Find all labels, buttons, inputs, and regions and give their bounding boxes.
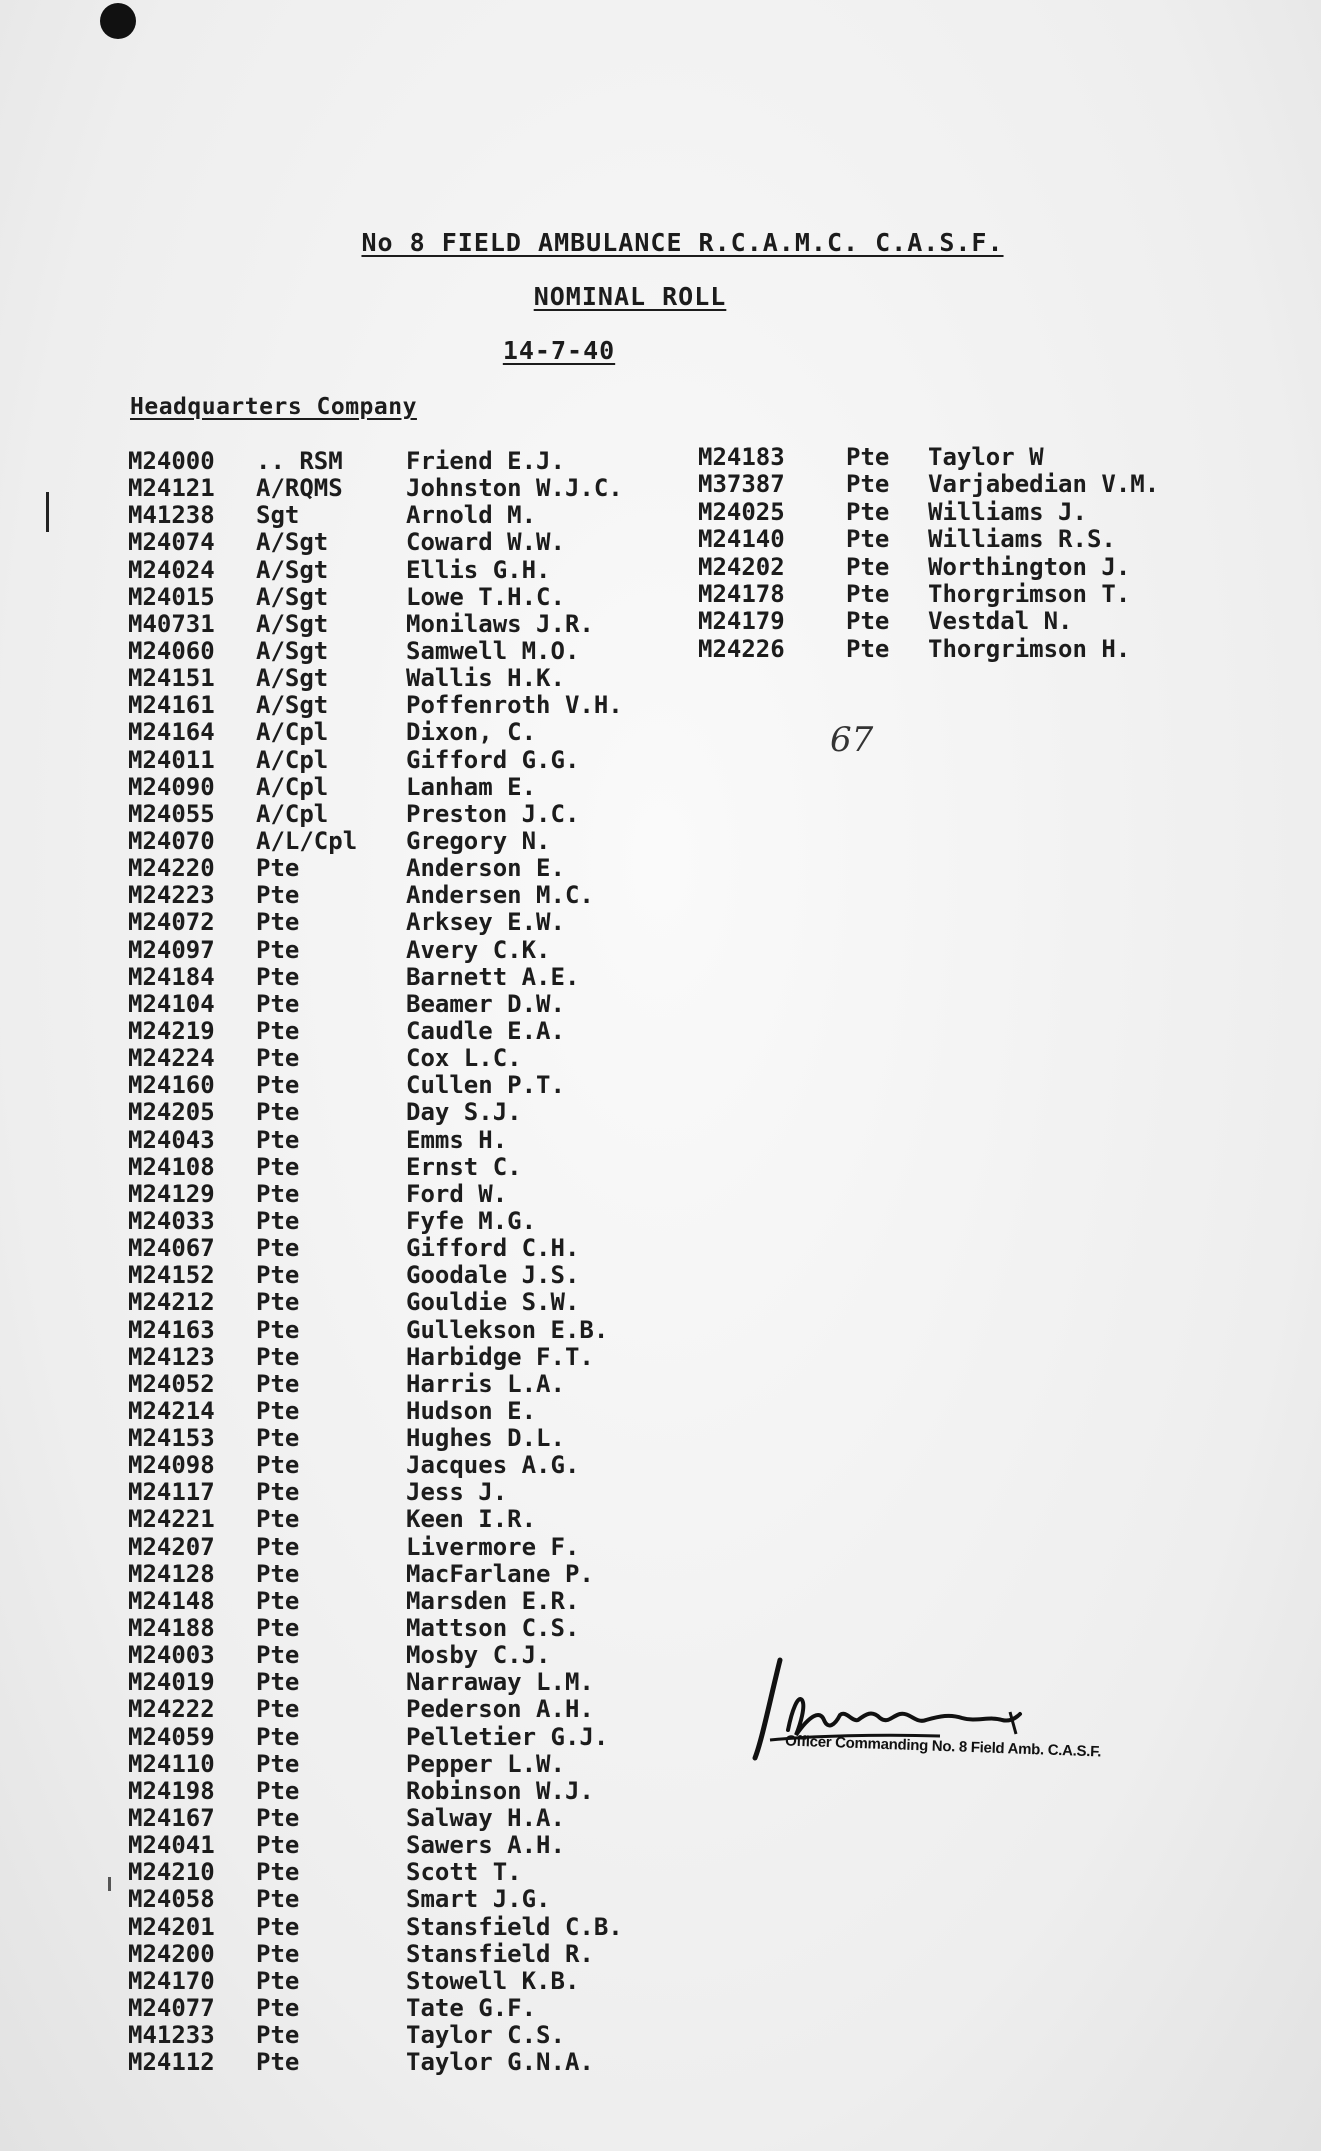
rank: Pte [256, 2021, 300, 2050]
service-number: M24019 [128, 1668, 215, 1697]
soldier-name: Beamer D.W. [406, 989, 565, 1018]
rank: Pte [256, 1939, 300, 1968]
rank: Pte [256, 1315, 300, 1344]
rank: Pte [256, 854, 300, 883]
service-number: M24060 [128, 636, 215, 665]
unit-title: No 8 FIELD AMBULANCE R.C.A.M.C. C.A.S.F. [361, 228, 1004, 257]
soldier-name: Tate G.F. [406, 1994, 537, 2023]
punch-hole [100, 3, 136, 39]
rank: Pte [256, 1559, 300, 1588]
soldier-name: Pederson A.H. [406, 1695, 594, 1724]
rank: Pte [256, 989, 300, 1018]
rank: Pte [256, 1831, 300, 1860]
rank: Pte [256, 1234, 300, 1263]
soldier-name: Day S.J. [406, 1098, 522, 1127]
service-number: M24123 [128, 1342, 215, 1371]
service-number: M24226 [698, 634, 785, 663]
rank: Pte [256, 1912, 300, 1941]
rank: Pte [256, 1776, 300, 1805]
soldier-name: Goodale J.S. [406, 1261, 580, 1290]
service-number: M24212 [128, 1288, 215, 1317]
service-number: M24201 [128, 1912, 215, 1941]
service-number: M24128 [128, 1559, 215, 1588]
soldier-name: Stowell K.B. [406, 1966, 580, 1995]
service-number: M24067 [128, 1234, 215, 1263]
service-number: M24161 [128, 691, 215, 720]
rank: A/Cpl [256, 772, 329, 801]
soldier-name: Wallis H.K. [406, 664, 565, 693]
soldier-name: Andersen M.C. [406, 881, 594, 910]
soldier-name: Keen I.R. [406, 1505, 537, 1534]
service-number: M24104 [128, 989, 215, 1018]
rank: Pte [846, 634, 890, 663]
service-number: M24205 [128, 1098, 215, 1127]
service-number: M24070 [128, 826, 215, 855]
rank: A/Cpl [256, 718, 329, 747]
soldier-name: Pelletier G.J. [406, 1722, 609, 1751]
soldier-name: Stansfield C.B. [406, 1912, 623, 1941]
service-number: M24033 [128, 1206, 215, 1235]
service-number: M24011 [128, 745, 215, 774]
soldier-name: Harbidge F.T. [406, 1342, 594, 1371]
soldier-name: MacFarlane P. [406, 1559, 594, 1588]
service-number: M24112 [128, 2048, 215, 2077]
soldier-name: Poffenroth V.H. [406, 691, 623, 720]
soldier-name: Thorgrimson T. [928, 579, 1131, 608]
service-number: M41233 [128, 2021, 215, 2050]
rank: A/Cpl [256, 745, 329, 774]
service-number: M24043 [128, 1125, 215, 1154]
service-number: M24077 [128, 1994, 215, 2023]
soldier-name: Harris L.A. [406, 1369, 565, 1398]
rank: Pte [256, 1179, 300, 1208]
service-number: M24074 [128, 528, 215, 557]
rank: Pte [256, 1532, 300, 1561]
rank: Pte [256, 1994, 300, 2023]
rank: A/Cpl [256, 799, 329, 828]
soldier-name: Anderson E. [406, 854, 565, 883]
service-number: M24214 [128, 1396, 215, 1425]
rank: Pte [256, 1152, 300, 1181]
service-number: M24223 [128, 881, 215, 910]
service-number: M24110 [128, 1749, 215, 1778]
soldier-name: Jacques A.G. [406, 1451, 580, 1480]
rank: Pte [846, 525, 890, 554]
rank: Pte [256, 881, 300, 910]
rank: Pte [256, 1125, 300, 1154]
soldier-name: Robinson W.J. [406, 1776, 594, 1805]
soldier-name: Mosby C.J. [406, 1641, 551, 1670]
soldier-name: Taylor G.N.A. [406, 2048, 594, 2077]
rank: A/L/Cpl [256, 826, 358, 855]
soldier-name: Lanham E. [406, 772, 537, 801]
soldier-name: Gifford G.G. [406, 745, 580, 774]
soldier-name: Caudle E.A. [406, 1016, 565, 1045]
margin-mark [108, 1877, 111, 1891]
rank: Pte [256, 908, 300, 937]
soldier-name: Arksey E.W. [406, 908, 565, 937]
service-number: M24219 [128, 1016, 215, 1045]
service-number: M24000 [128, 447, 215, 475]
rank: Pte [256, 1885, 300, 1914]
rank: Sgt [256, 501, 300, 530]
soldier-name: Sawers A.H. [406, 1831, 565, 1860]
rank: Pte [256, 1722, 300, 1751]
soldier-name: Stansfield R. [406, 1939, 594, 1968]
rank: Pte [846, 607, 890, 636]
soldier-name: Williams J. [928, 497, 1087, 526]
service-number: M37387 [698, 470, 785, 499]
service-number: M24117 [128, 1478, 215, 1507]
page-number-annotation: 67 [830, 720, 874, 760]
rank: Pte [256, 2048, 300, 2077]
service-number: M24058 [128, 1885, 215, 1914]
soldier-name: Fyfe M.G. [406, 1206, 537, 1235]
rank: Pte [256, 962, 300, 991]
rank: A/Sgt [256, 636, 329, 665]
soldier-name: Monilaws J.R. [406, 609, 594, 638]
rank: Pte [256, 1749, 300, 1778]
soldier-name: Gifford C.H. [406, 1234, 580, 1263]
service-number: M24179 [698, 607, 785, 636]
soldier-name: Taylor W [928, 443, 1044, 471]
soldier-name: Avery C.K. [406, 935, 551, 964]
soldier-name: Gouldie S.W. [406, 1288, 580, 1317]
rank: A/Sgt [256, 691, 329, 720]
soldier-name: Taylor C.S. [406, 2021, 565, 2050]
service-number: M24098 [128, 1451, 215, 1480]
soldier-name: Jess J. [406, 1478, 508, 1507]
soldier-name: Ford W. [406, 1179, 508, 1208]
rank: Pte [256, 935, 300, 964]
rank: Pte [256, 1695, 300, 1724]
soldier-name: Scott T. [406, 1858, 522, 1887]
rank: Pte [256, 1641, 300, 1670]
soldier-name: Varjabedian V.M. [928, 470, 1160, 499]
rank: Pte [256, 1668, 300, 1697]
service-number: M24003 [128, 1641, 215, 1670]
soldier-name: Thorgrimson H. [928, 634, 1131, 663]
rank: Pte [256, 1098, 300, 1127]
service-number: M24207 [128, 1532, 215, 1561]
service-number: M24167 [128, 1804, 215, 1833]
soldier-name: Ellis G.H. [406, 555, 551, 584]
margin-mark [46, 492, 49, 532]
service-number: M24184 [128, 962, 215, 991]
soldier-name: Gregory N. [406, 826, 551, 855]
service-number: M41238 [128, 501, 215, 530]
service-number: M24164 [128, 718, 215, 747]
soldier-name: Salway H.A. [406, 1804, 565, 1833]
rank: Pte [256, 1424, 300, 1453]
soldier-name: Worthington J. [928, 552, 1131, 581]
service-number: M24090 [128, 772, 215, 801]
service-number: M24140 [698, 525, 785, 554]
service-number: M24151 [128, 664, 215, 693]
soldier-name: Preston J.C. [406, 799, 580, 828]
rank: A/Sgt [256, 582, 329, 611]
rank: Pte [256, 1451, 300, 1480]
rank: A/RQMS [256, 474, 343, 503]
soldier-name: Dixon, C. [406, 718, 537, 747]
rank: Pte [256, 1261, 300, 1290]
service-number: M24097 [128, 935, 215, 964]
rank: Pte [256, 1396, 300, 1425]
service-number: M24224 [128, 1044, 215, 1073]
service-number: M24200 [128, 1939, 215, 1968]
rank: A/Sgt [256, 555, 329, 584]
service-number: M24170 [128, 1966, 215, 1995]
service-number: M24121 [128, 474, 215, 503]
soldier-name: Johnston W.J.C. [406, 474, 623, 503]
soldier-name: Gullekson E.B. [406, 1315, 609, 1344]
service-number: M24153 [128, 1424, 215, 1453]
service-number: M24183 [698, 443, 785, 471]
rank: Pte [846, 497, 890, 526]
service-number: M24188 [128, 1614, 215, 1643]
rank: Pte [846, 552, 890, 581]
service-number: M24055 [128, 799, 215, 828]
service-number: M24178 [698, 579, 785, 608]
rank: Pte [256, 1071, 300, 1100]
roll-title: NOMINAL ROLL [533, 282, 727, 311]
rank: Pte [846, 579, 890, 608]
soldier-name: Cullen P.T. [406, 1071, 565, 1100]
service-number: M24025 [698, 497, 785, 526]
soldier-name: Samwell M.O. [406, 636, 580, 665]
soldier-name: Barnett A.E. [406, 962, 580, 991]
soldier-name: Friend E.J. [406, 447, 565, 475]
soldier-name: Vestdal N. [928, 607, 1073, 636]
service-number: M24041 [128, 1831, 215, 1860]
rank: Pte [256, 1288, 300, 1317]
soldier-name: Cox L.C. [406, 1044, 522, 1073]
soldier-name: Emms H. [406, 1125, 508, 1154]
service-number: M24072 [128, 908, 215, 937]
service-number: M24202 [698, 552, 785, 581]
service-number: M24148 [128, 1586, 215, 1615]
service-number: M24059 [128, 1722, 215, 1751]
soldier-name: Hughes D.L. [406, 1424, 565, 1453]
rank: Pte [256, 1044, 300, 1073]
rank: Pte [256, 1016, 300, 1045]
soldier-name: Hudson E. [406, 1396, 537, 1425]
rank: Pte [256, 1586, 300, 1615]
rank: Pte [256, 1858, 300, 1887]
service-number: M40731 [128, 609, 215, 638]
section-heading: Headquarters Company [130, 394, 417, 420]
signature-caption: Officer Commanding No. 8 Field Amb. C.A.S.F. [784, 1732, 1102, 1761]
rank: Pte [256, 1342, 300, 1371]
rank: .. RSM [256, 447, 343, 475]
service-number: M24163 [128, 1315, 215, 1344]
service-number: M24052 [128, 1369, 215, 1398]
service-number: M24152 [128, 1261, 215, 1290]
soldier-name: Coward W.W. [406, 528, 565, 557]
service-number: M24221 [128, 1505, 215, 1534]
rank: Pte [256, 1966, 300, 1995]
rank: A/Sgt [256, 528, 329, 557]
service-number: M24129 [128, 1179, 215, 1208]
service-number: M24024 [128, 555, 215, 584]
rank: Pte [256, 1505, 300, 1534]
service-number: M24160 [128, 1071, 215, 1100]
service-number: M24210 [128, 1858, 215, 1887]
service-number: M24015 [128, 582, 215, 611]
rank: A/Sgt [256, 609, 329, 638]
soldier-name: Mattson C.S. [406, 1614, 580, 1643]
soldier-name: Lowe T.H.C. [406, 582, 565, 611]
soldier-name: Marsden E.R. [406, 1586, 580, 1615]
soldier-name: Livermore F. [406, 1532, 580, 1561]
soldier-name: Narraway L.M. [406, 1668, 594, 1697]
service-number: M24220 [128, 854, 215, 883]
soldier-name: Smart J.G. [406, 1885, 551, 1914]
soldier-name: Ernst C. [406, 1152, 522, 1181]
roll-date: 14-7-40 [502, 336, 616, 365]
rank: Pte [256, 1369, 300, 1398]
rank: Pte [256, 1478, 300, 1507]
rank: Pte [256, 1804, 300, 1833]
rank: Pte [846, 470, 890, 499]
rank: Pte [256, 1614, 300, 1643]
soldier-name: Arnold M. [406, 501, 537, 530]
rank: Pte [846, 443, 890, 471]
soldier-name: Williams R.S. [928, 525, 1116, 554]
rank: A/Sgt [256, 664, 329, 693]
service-number: M24222 [128, 1695, 215, 1724]
service-number: M24198 [128, 1776, 215, 1805]
soldier-name: Pepper L.W. [406, 1749, 565, 1778]
service-number: M24108 [128, 1152, 215, 1181]
rank: Pte [256, 1206, 300, 1235]
